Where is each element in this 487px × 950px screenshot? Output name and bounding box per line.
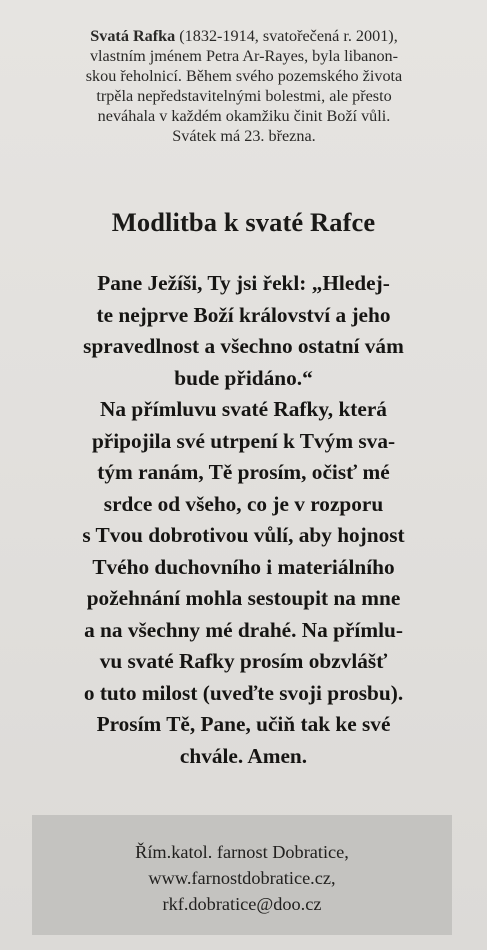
parish-contact-text — [32, 839, 452, 917]
saint-name: Svatá Rafka — [90, 27, 176, 45]
intro-line-5: neváhala v každém okamžiku činit Boží vůli. — [97, 107, 391, 125]
intro-line-3: skou řeholnicí. Během svého pozemského života — [85, 67, 403, 85]
parish-contact-box — [32, 815, 452, 935]
prayer-line: te nejprve Boží království a jeho — [96, 302, 391, 327]
prayer-line: spravedlnost a všechno ostatní vám — [83, 334, 404, 358]
intro-line-2: vlastním jménem Petra Ar-Rayes, byla libanon- — [89, 47, 399, 65]
prayer-line: požehnání mohla sestoupit na mne — [86, 586, 401, 610]
prayer-line: srdce od všeho, co je v rozporu — [103, 491, 384, 516]
prayer-line: o tuto milost (uveďte svoji prosbu). — [83, 680, 404, 705]
intro-line-6: Svátek má 23. března. — [172, 127, 316, 145]
prayer-line: Na přímluvu svaté Rafky, která — [100, 397, 387, 421]
parish-name: Řím.katol. farnost Dobratice, — [135, 842, 349, 862]
intro-line-1 — [28, 26, 460, 46]
parish-email: rkf.dobratice@doo.cz — [162, 894, 322, 914]
prayer-line: a na všechny mé drahé. Na přímlu- — [84, 617, 403, 642]
intro-line-4: trpěla nepředstavitelnými bolestmi, ale přesto — [96, 87, 392, 105]
prayer-line: Prosím Tě, Pane, učiň tak ke své — [96, 712, 391, 736]
prayer-line: tým ranám, Tě prosím, očisť mé — [97, 460, 390, 484]
prayer-line: chvále. Amen. — [179, 743, 308, 768]
prayer-line: bude přidáno.“ — [174, 365, 313, 390]
intro-paragraph — [28, 26, 460, 146]
prayer-line: Pane Ježíši, Ty jsi řekl: „Hledej- — [97, 271, 390, 295]
parish-website: www.farnostdobratice.cz, — [148, 868, 336, 888]
prayer-line: Tvého duchovního i materiálního — [92, 554, 395, 579]
saint-dates: (1832-1914, svatořečená r. 2001), — [175, 27, 398, 45]
prayer-text — [14, 268, 473, 772]
prayer-line: připojila své utrpení k Tvým sva- — [91, 428, 396, 453]
prayer-line: s Tvou dobrotivou vůlí, aby hojnost — [82, 523, 405, 547]
prayer-title: Modlitba k svaté Rafce — [111, 207, 376, 237]
prayer-line: vu svaté Rafky prosím obzvlášť — [99, 649, 388, 673]
